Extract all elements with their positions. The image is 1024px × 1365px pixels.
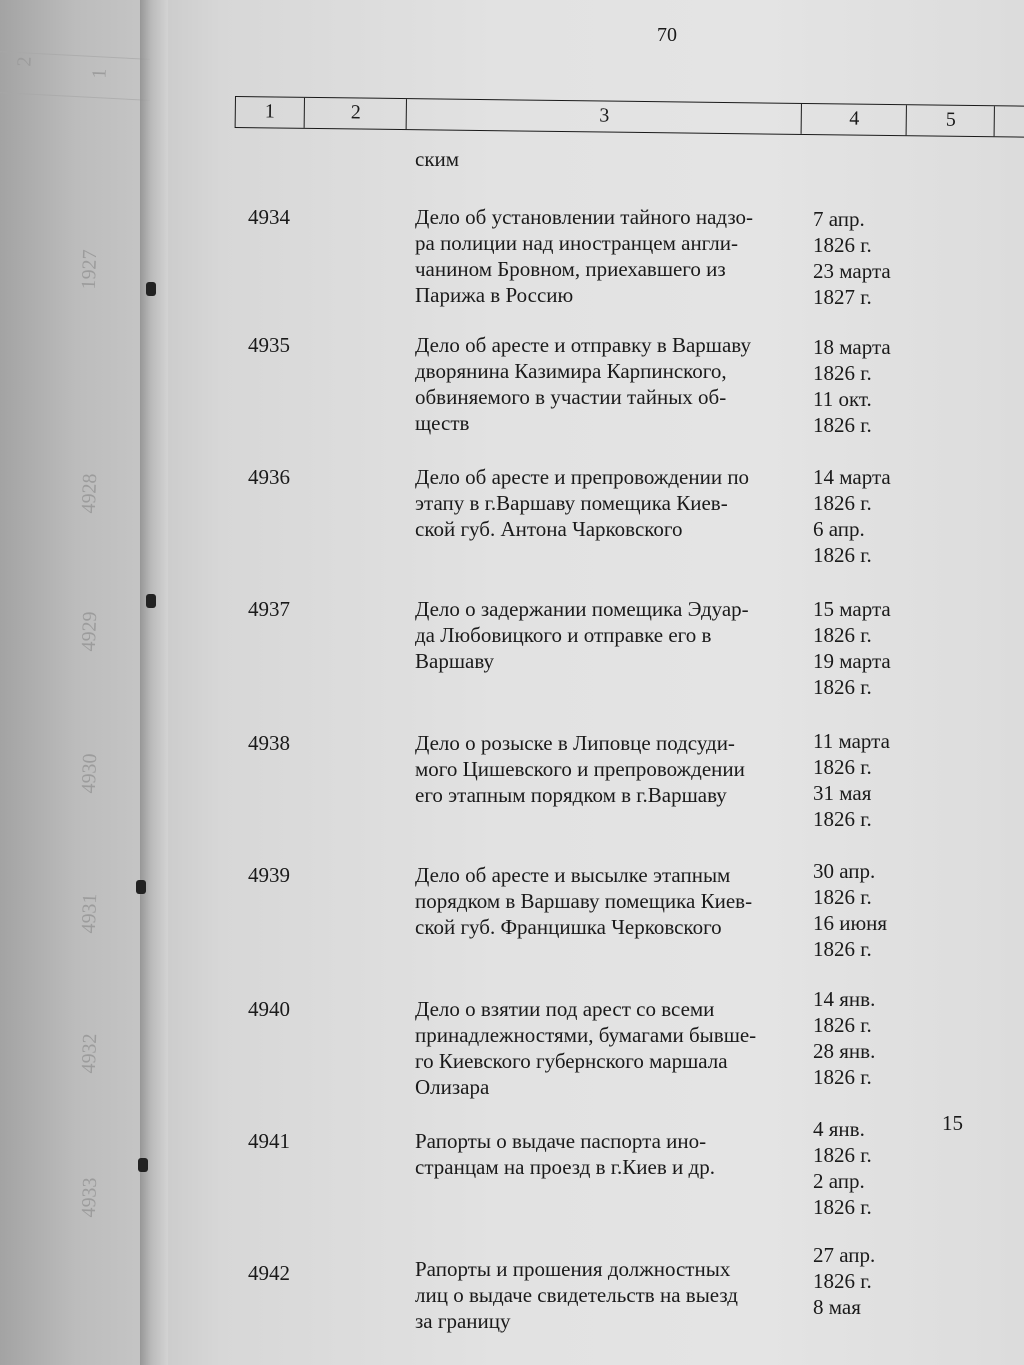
- date-line: 2 апр.: [813, 1169, 865, 1193]
- binding-notch: [136, 880, 146, 894]
- description-line: да Любовицкого и отправке его в: [415, 623, 712, 647]
- column-header-1: 1: [264, 100, 275, 123]
- description-line: го Киевского губернского маршала: [415, 1049, 728, 1073]
- date-line: 11 марта: [813, 729, 890, 753]
- date-line: 1826 г.: [813, 491, 872, 515]
- entry-description: [415, 1256, 805, 1334]
- description-line: Дело о розыске в Липовце подсуди-: [415, 731, 735, 755]
- date-line: 14 янв.: [813, 987, 876, 1011]
- column-header-3: 3: [406, 99, 802, 134]
- entry-dates: [813, 464, 913, 568]
- date-line: 1826 г.: [813, 1269, 872, 1293]
- previous-page-row-number: 4932: [77, 1033, 102, 1074]
- description-line: ской губ. Антона Чарковского: [415, 517, 683, 541]
- entry-number: 4936: [248, 465, 290, 489]
- previous-page-header-label: 1: [88, 68, 111, 79]
- date-line: 1826 г.: [813, 937, 872, 961]
- column-header-4: 4: [801, 104, 907, 135]
- entry-number: 4938: [248, 731, 290, 755]
- description-line: Парижа в Россию: [415, 283, 574, 307]
- date-line: 23 марта: [813, 259, 891, 283]
- date-line: 18 марта: [813, 335, 891, 359]
- date-line: 1826 г.: [813, 233, 872, 257]
- page-number: 70: [657, 24, 677, 46]
- entry-number: 4935: [248, 333, 290, 357]
- date-line: 1826 г.: [813, 675, 872, 699]
- description-line: лиц о выдаче свидетельств на выезд: [415, 1283, 738, 1307]
- description-line: этапу в г.Варшаву помещика Киев-: [415, 491, 728, 515]
- date-line: 1826 г.: [813, 361, 872, 385]
- entry-description: [415, 862, 805, 940]
- date-line: 7 апр.: [813, 207, 865, 231]
- description-line: обвиняемого в участии тайных об-: [415, 385, 727, 409]
- date-line: 4 янв.: [813, 1117, 865, 1141]
- entry-dates: [813, 596, 913, 700]
- description-line: порядком в Варшаву помещика Киев-: [415, 889, 753, 913]
- description-line: дворянина Казимира Карпинского,: [415, 359, 727, 383]
- entry-dates: [813, 858, 913, 962]
- date-line: 6 апр.: [813, 517, 865, 541]
- previous-page-edge: [0, 0, 152, 1365]
- date-line: 1826 г.: [813, 1195, 872, 1219]
- binding-notch: [146, 594, 156, 608]
- entry-dates: [813, 1242, 913, 1320]
- entry-description: [415, 596, 805, 674]
- date-line: 28 янв.: [813, 1039, 876, 1063]
- previous-page-header-label: 2: [13, 56, 36, 67]
- date-line: 1826 г.: [813, 807, 872, 831]
- date-line: 1826 г.: [813, 1143, 872, 1167]
- entry-number: 4939: [248, 863, 290, 887]
- description-line: Дело об аресте и высылке этапным: [415, 863, 731, 887]
- description-line: Дело об установлении тайного надзо-: [415, 205, 754, 229]
- column-header-2: 2: [304, 98, 407, 129]
- description-line: принадлежностями, бумагами бывше-: [415, 1023, 757, 1047]
- column-header-row: [235, 96, 1024, 138]
- date-line: 1826 г.: [813, 755, 872, 779]
- date-line: 11 окт.: [813, 387, 872, 411]
- previous-page-row-number: 1927: [77, 249, 102, 290]
- date-line: 1826 г.: [813, 623, 872, 647]
- description-line: ской губ. Францишка Черковского: [415, 915, 722, 939]
- date-line: 19 марта: [813, 649, 891, 673]
- date-line: 1827 г.: [813, 285, 872, 309]
- description-line: Рапорты и прошения должностных: [415, 1257, 731, 1281]
- date-line: 1826 г.: [813, 1013, 872, 1037]
- entry-number: 4934: [248, 205, 290, 229]
- date-line: 30 апр.: [813, 859, 876, 883]
- date-line: 31 мая: [813, 781, 872, 805]
- date-line: 1826 г.: [813, 885, 872, 909]
- entry-description: [415, 996, 805, 1100]
- binding-notch: [146, 282, 156, 296]
- description-line: Варшаву: [415, 649, 495, 673]
- previous-page-row-number: 4931: [77, 893, 102, 934]
- entry-dates: [813, 986, 913, 1090]
- continuation-text: ским: [415, 147, 460, 171]
- previous-page-row-number: 4933: [77, 1177, 102, 1218]
- date-line: 15 марта: [813, 597, 891, 621]
- column-header-5: 5: [906, 105, 995, 136]
- entry-dates: [813, 1116, 913, 1220]
- entry-number: 4937: [248, 597, 290, 621]
- entry-description: [415, 1128, 805, 1180]
- previous-page-row-number: 4930: [77, 753, 102, 794]
- description-line: мого Цишевского и препровождении: [415, 757, 745, 781]
- column-header-extra: [994, 106, 1024, 136]
- description-line: Дело о задержании помещика Эдуар-: [415, 597, 749, 621]
- description-line: за границу: [415, 1309, 511, 1333]
- description-line: Рапорты о выдаче паспорта ино-: [415, 1129, 707, 1153]
- description-line: Дело об аресте и препровождении по: [415, 465, 750, 489]
- entry-dates: [813, 206, 913, 310]
- page: [160, 0, 1024, 1365]
- date-line: 27 апр.: [813, 1243, 876, 1267]
- description-line: Дело об аресте и отправку в Варшаву: [415, 333, 751, 357]
- entry-number: 4942: [248, 1261, 290, 1285]
- date-line: 14 марта: [813, 465, 891, 489]
- description-line: Олизара: [415, 1075, 490, 1099]
- date-line: 1826 г.: [813, 1065, 872, 1089]
- binding-notch: [138, 1158, 148, 1172]
- date-line: 8 мая: [813, 1295, 861, 1319]
- date-line: 16 июня: [813, 911, 888, 935]
- entry-description: [415, 730, 805, 808]
- previous-page-row-number: 4929: [77, 611, 102, 652]
- entry-description: [415, 332, 805, 436]
- entry-number: 4940: [248, 997, 290, 1021]
- description-line: ра полиции над иностранцем англи-: [415, 231, 738, 255]
- description-line: его этапным порядком в г.Варшаву: [415, 783, 727, 807]
- entry-description: [415, 464, 805, 542]
- previous-page-row-number: 4928: [77, 473, 102, 514]
- description-line: странцам на проезд в г.Киев и др.: [415, 1155, 715, 1179]
- entry-dates: [813, 334, 913, 438]
- entry-number: 4941: [248, 1129, 290, 1153]
- description-line: Дело о взятии под арест со всеми: [415, 997, 715, 1021]
- entry-dates: [813, 728, 913, 832]
- entry-description: [415, 204, 805, 308]
- entry-sheet-count: 15: [942, 1111, 963, 1135]
- date-line: 1826 г.: [813, 413, 872, 437]
- description-line: ществ: [415, 411, 470, 435]
- description-line: чанином Бровном, приехавшего из: [415, 257, 726, 281]
- date-line: 1826 г.: [813, 543, 872, 567]
